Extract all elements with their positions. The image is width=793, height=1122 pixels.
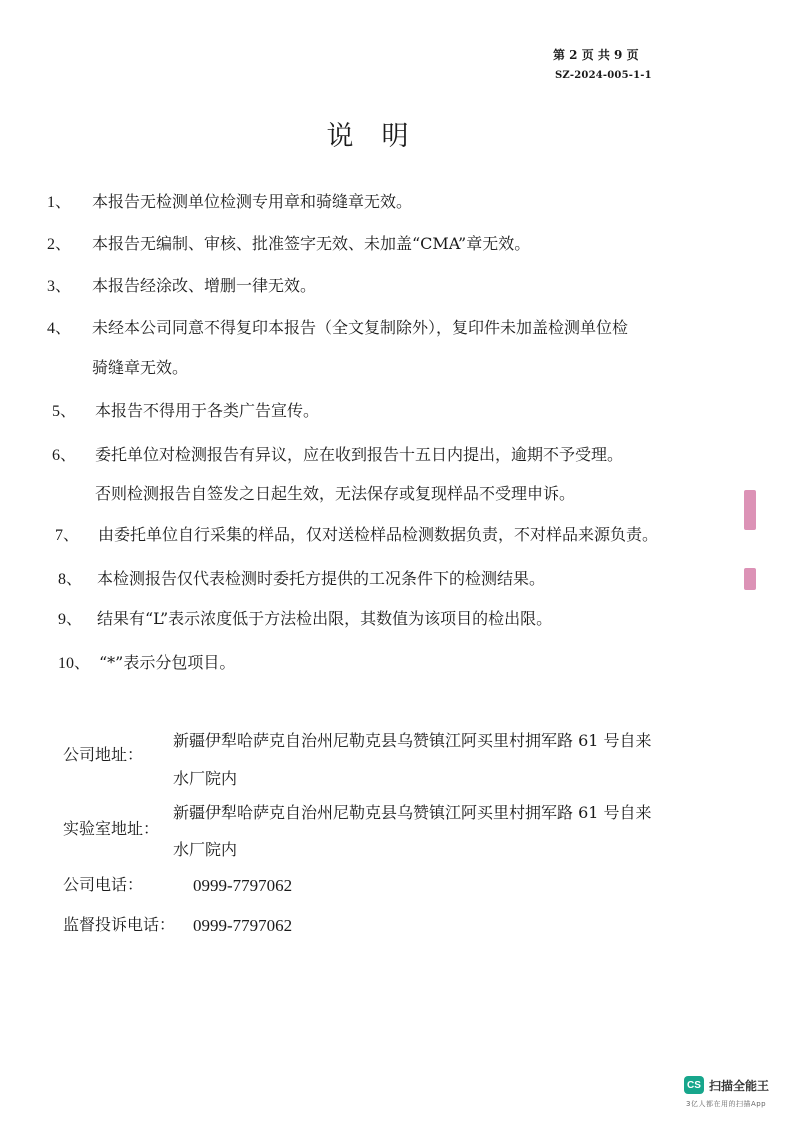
complaint-phone: 0999-7797062	[193, 916, 293, 935]
note-text: 未经本公司同意不得复印本报告（全文复制除外），复印件未加盖检测单位检	[92, 318, 629, 337]
cs-logo-icon: CS	[684, 1076, 704, 1094]
report-code: SZ-2024-005-1-1	[555, 70, 652, 81]
scanner-watermark	[684, 1076, 769, 1094]
company-phone: 0999-7797062	[193, 876, 293, 895]
company-phone-label: 公司电话：	[63, 875, 144, 894]
scanner-app-name: 扫描全能王	[709, 1078, 770, 1093]
note-number: 9、	[58, 611, 83, 628]
note-text-continued: 否则检测报告自签发之日起生效，无法保存或复现样品不受理申诉。	[95, 484, 576, 503]
lab-address-label: 实验室地址：	[63, 819, 160, 838]
complaint-phone-label: 监督投诉电话：	[63, 915, 176, 934]
page-title: 说明	[326, 121, 437, 152]
note-number: 3、	[47, 278, 72, 295]
note-number: 1、	[47, 194, 72, 211]
note-number: 7、	[55, 527, 80, 544]
note-text: 由委托单位自行采集的样品，仅对送检样品检测数据负责，不对样品来源负责。	[98, 525, 659, 544]
note-number: 4、	[47, 320, 72, 337]
note-number: 8、	[58, 571, 83, 588]
company-address-label: 公司地址：	[63, 745, 144, 764]
note-number: 2、	[47, 236, 72, 253]
seal-fragment	[744, 490, 756, 530]
note-number: 10、	[58, 655, 91, 672]
note-number: 5、	[52, 403, 77, 420]
seal-fragment	[744, 568, 756, 590]
company-address-continued: 水厂院内	[173, 769, 238, 788]
note-text: 结果有“L”表示浓度低于方法检出限，其数值为该项目的检出限。	[97, 609, 553, 628]
note-text: “*”表示分包项目。	[99, 653, 236, 672]
note-text: 委托单位对检测报告有异议，应在收到报告十五日内提出，逾期不予受理。	[95, 445, 624, 464]
scanner-tagline: 3亿人都在用的扫描App	[686, 1100, 767, 1108]
note-text: 本报告经涂改、增删一律无效。	[92, 276, 317, 295]
page-number: 第 2 页 共 9 页	[553, 48, 639, 62]
note-text: 本报告无检测单位检测专用章和骑缝章无效。	[92, 192, 413, 211]
lab-address: 新疆伊犁哈萨克自治州尼勒克县乌赞镇江阿买里村拥军路 61 号自来	[173, 803, 652, 822]
note-number: 6、	[52, 447, 77, 464]
note-text: 本检测报告仅代表检测时委托方提供的工况条件下的检测结果。	[97, 569, 546, 588]
note-text-continued: 骑缝章无效。	[92, 358, 189, 377]
note-text: 本报告不得用于各类广告宣传。	[95, 401, 320, 420]
company-address: 新疆伊犁哈萨克自治州尼勒克县乌赞镇江阿买里村拥军路 61 号自来	[173, 731, 652, 750]
lab-address-continued: 水厂院内	[173, 840, 238, 859]
note-text: 本报告无编制、审核、批准签字无效、未加盖“CMA”章无效。	[92, 234, 531, 253]
